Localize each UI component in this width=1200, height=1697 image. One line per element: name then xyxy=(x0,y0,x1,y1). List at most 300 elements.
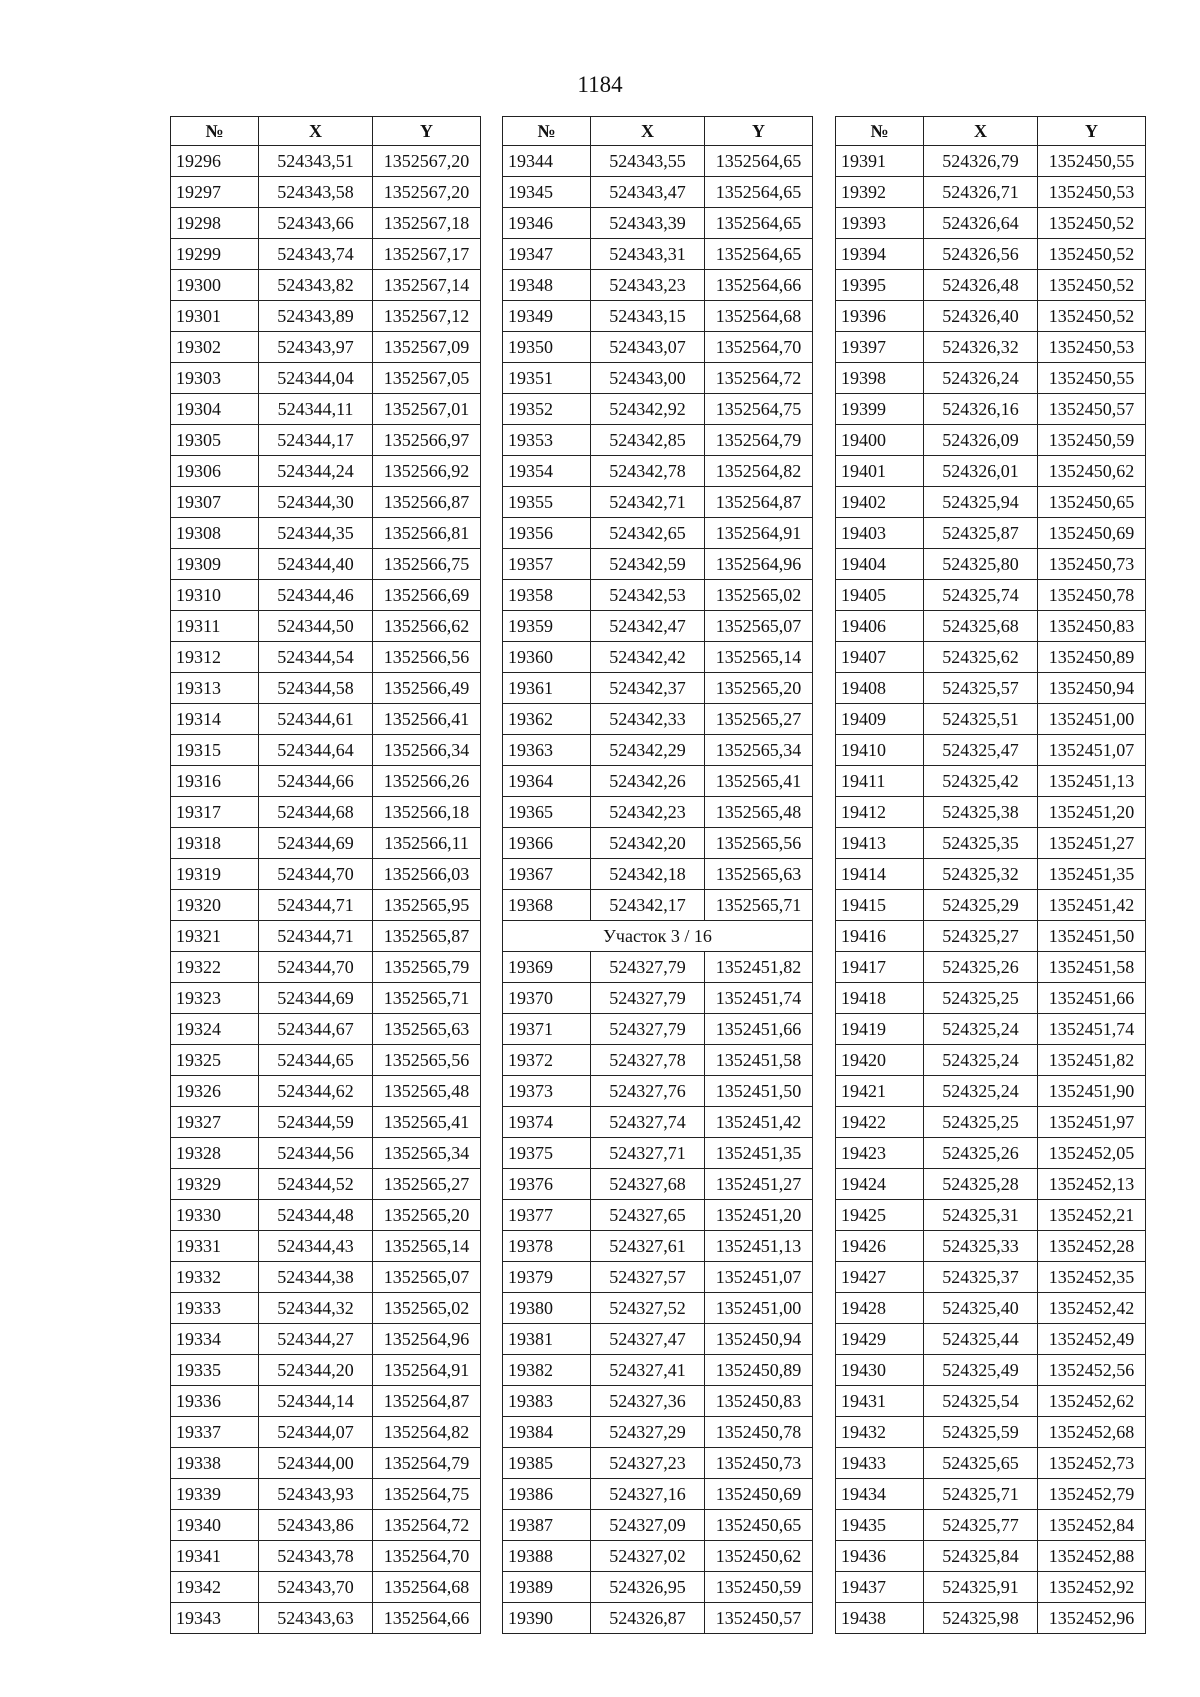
cell-y: 1352452,35 xyxy=(1038,1262,1146,1293)
cell-y: 1352451,50 xyxy=(705,1076,813,1107)
cell-x: 524342,78 xyxy=(591,456,705,487)
coordinate-table-1 xyxy=(170,116,481,1634)
cell-x: 524326,87 xyxy=(591,1603,705,1634)
cell-point-number: 19378 xyxy=(503,1231,591,1262)
cell-x: 524327,65 xyxy=(591,1200,705,1231)
cell-point-number: 19342 xyxy=(171,1572,259,1603)
cell-x: 524325,24 xyxy=(924,1045,1038,1076)
table-row xyxy=(171,239,481,270)
cell-x: 524327,23 xyxy=(591,1448,705,1479)
cell-x: 524326,95 xyxy=(591,1572,705,1603)
cell-x: 524326,01 xyxy=(924,456,1038,487)
cell-y: 1352565,14 xyxy=(705,642,813,673)
cell-point-number: 19426 xyxy=(836,1231,924,1262)
cell-x: 524325,59 xyxy=(924,1417,1038,1448)
cell-y: 1352565,07 xyxy=(373,1262,481,1293)
cell-y: 1352565,14 xyxy=(373,1231,481,1262)
table-row xyxy=(836,1386,1146,1417)
cell-x: 524344,67 xyxy=(259,1014,373,1045)
cell-y: 1352450,94 xyxy=(705,1324,813,1355)
table-row xyxy=(503,611,813,642)
cell-y: 1352566,41 xyxy=(373,704,481,735)
cell-x: 524326,09 xyxy=(924,425,1038,456)
table-row xyxy=(503,983,813,1014)
cell-x: 524342,20 xyxy=(591,828,705,859)
table-row xyxy=(171,1045,481,1076)
cell-y: 1352566,75 xyxy=(373,549,481,580)
cell-point-number: 19418 xyxy=(836,983,924,1014)
table-row xyxy=(503,1541,813,1572)
cell-x: 524343,97 xyxy=(259,332,373,363)
cell-point-number: 19382 xyxy=(503,1355,591,1386)
cell-y: 1352452,79 xyxy=(1038,1479,1146,1510)
header-y: Y xyxy=(705,117,813,146)
cell-x: 524344,54 xyxy=(259,642,373,673)
cell-y: 1352451,66 xyxy=(1038,983,1146,1014)
cell-y: 1352451,00 xyxy=(1038,704,1146,735)
table-row xyxy=(171,952,481,983)
cell-x: 524327,68 xyxy=(591,1169,705,1200)
cell-x: 524344,38 xyxy=(259,1262,373,1293)
table-row xyxy=(171,642,481,673)
table-row xyxy=(836,828,1146,859)
table-row xyxy=(503,1200,813,1231)
cell-point-number: 19349 xyxy=(503,301,591,332)
table-row xyxy=(171,363,481,394)
table-row xyxy=(171,1200,481,1231)
table-row xyxy=(503,456,813,487)
table-row xyxy=(171,270,481,301)
table-row xyxy=(836,1231,1146,1262)
cell-y: 1352452,13 xyxy=(1038,1169,1146,1200)
cell-x: 524344,48 xyxy=(259,1200,373,1231)
cell-y: 1352452,73 xyxy=(1038,1448,1146,1479)
cell-point-number: 19331 xyxy=(171,1231,259,1262)
cell-point-number: 19353 xyxy=(503,425,591,456)
cell-y: 1352567,17 xyxy=(373,239,481,270)
cell-y: 1352452,42 xyxy=(1038,1293,1146,1324)
header-y: Y xyxy=(1038,117,1146,146)
cell-point-number: 19424 xyxy=(836,1169,924,1200)
cell-y: 1352451,27 xyxy=(1038,828,1146,859)
cell-x: 524342,47 xyxy=(591,611,705,642)
cell-point-number: 19399 xyxy=(836,394,924,425)
table-row xyxy=(171,1138,481,1169)
cell-y: 1352566,26 xyxy=(373,766,481,797)
cell-x: 524343,89 xyxy=(259,301,373,332)
cell-x: 524327,09 xyxy=(591,1510,705,1541)
table-row xyxy=(171,1510,481,1541)
table-row xyxy=(836,425,1146,456)
header-y: Y xyxy=(373,117,481,146)
cell-y: 1352565,48 xyxy=(373,1076,481,1107)
table-row xyxy=(171,332,481,363)
table-row xyxy=(503,704,813,735)
table-row xyxy=(171,1448,481,1479)
cell-y: 1352451,42 xyxy=(705,1107,813,1138)
cell-x: 524344,61 xyxy=(259,704,373,735)
cell-y: 1352451,74 xyxy=(705,983,813,1014)
header-x: X xyxy=(591,117,705,146)
cell-x: 524342,26 xyxy=(591,766,705,797)
cell-point-number: 19308 xyxy=(171,518,259,549)
cell-point-number: 19377 xyxy=(503,1200,591,1231)
cell-point-number: 19318 xyxy=(171,828,259,859)
cell-x: 524327,79 xyxy=(591,1014,705,1045)
cell-y: 1352451,90 xyxy=(1038,1076,1146,1107)
table-row xyxy=(836,1355,1146,1386)
table-row xyxy=(171,890,481,921)
table-row xyxy=(503,1107,813,1138)
cell-y: 1352567,14 xyxy=(373,270,481,301)
table-row xyxy=(171,1262,481,1293)
table-row xyxy=(171,1417,481,1448)
cell-point-number: 19337 xyxy=(171,1417,259,1448)
cell-point-number: 19366 xyxy=(503,828,591,859)
cell-x: 524344,40 xyxy=(259,549,373,580)
cell-point-number: 19411 xyxy=(836,766,924,797)
cell-point-number: 19346 xyxy=(503,208,591,239)
cell-x: 524342,29 xyxy=(591,735,705,766)
cell-y: 1352567,20 xyxy=(373,177,481,208)
cell-x: 524343,31 xyxy=(591,239,705,270)
cell-x: 524344,70 xyxy=(259,859,373,890)
cell-y: 1352564,66 xyxy=(373,1603,481,1634)
cell-y: 1352564,72 xyxy=(373,1510,481,1541)
cell-y: 1352564,91 xyxy=(373,1355,481,1386)
cell-y: 1352450,69 xyxy=(705,1479,813,1510)
cell-point-number: 19408 xyxy=(836,673,924,704)
cell-y: 1352450,52 xyxy=(1038,208,1146,239)
cell-point-number: 19432 xyxy=(836,1417,924,1448)
cell-point-number: 19348 xyxy=(503,270,591,301)
table-row xyxy=(171,735,481,766)
cell-x: 524325,27 xyxy=(924,921,1038,952)
cell-x: 524326,71 xyxy=(924,177,1038,208)
table-row xyxy=(171,425,481,456)
table-row xyxy=(836,1107,1146,1138)
cell-x: 524325,32 xyxy=(924,859,1038,890)
table-row xyxy=(836,890,1146,921)
cell-y: 1352564,75 xyxy=(705,394,813,425)
cell-point-number: 19311 xyxy=(171,611,259,642)
coordinate-table-2 xyxy=(502,116,813,1634)
table-row xyxy=(836,332,1146,363)
cell-y: 1352452,28 xyxy=(1038,1231,1146,1262)
cell-x: 524327,02 xyxy=(591,1541,705,1572)
cell-point-number: 19370 xyxy=(503,983,591,1014)
table-row xyxy=(836,1603,1146,1634)
cell-x: 524343,39 xyxy=(591,208,705,239)
cell-y: 1352564,66 xyxy=(705,270,813,301)
cell-x: 524343,00 xyxy=(591,363,705,394)
table-row xyxy=(503,363,813,394)
cell-x: 524343,63 xyxy=(259,1603,373,1634)
cell-point-number: 19338 xyxy=(171,1448,259,1479)
cell-x: 524327,79 xyxy=(591,983,705,1014)
cell-x: 524325,26 xyxy=(924,952,1038,983)
table-row xyxy=(836,301,1146,332)
cell-y: 1352566,56 xyxy=(373,642,481,673)
cell-y: 1352564,91 xyxy=(705,518,813,549)
cell-x: 524344,64 xyxy=(259,735,373,766)
table-row xyxy=(836,1417,1146,1448)
cell-x: 524327,57 xyxy=(591,1262,705,1293)
cell-y: 1352564,87 xyxy=(705,487,813,518)
cell-x: 524344,35 xyxy=(259,518,373,549)
table-row xyxy=(836,177,1146,208)
table-row xyxy=(503,1355,813,1386)
cell-point-number: 19361 xyxy=(503,673,591,704)
cell-point-number: 19397 xyxy=(836,332,924,363)
table-row xyxy=(503,828,813,859)
table-row xyxy=(503,735,813,766)
table-row xyxy=(171,301,481,332)
cell-y: 1352450,59 xyxy=(705,1572,813,1603)
cell-x: 524325,65 xyxy=(924,1448,1038,1479)
cell-x: 524344,66 xyxy=(259,766,373,797)
table-row xyxy=(503,1479,813,1510)
coordinate-table-3 xyxy=(835,116,1146,1634)
table-row xyxy=(171,797,481,828)
cell-point-number: 19371 xyxy=(503,1014,591,1045)
table-row xyxy=(171,177,481,208)
table-row xyxy=(836,1169,1146,1200)
cell-point-number: 19315 xyxy=(171,735,259,766)
cell-x: 524343,07 xyxy=(591,332,705,363)
table-row xyxy=(171,1541,481,1572)
table-row xyxy=(171,704,481,735)
cell-y: 1352450,57 xyxy=(705,1603,813,1634)
cell-y: 1352452,05 xyxy=(1038,1138,1146,1169)
cell-point-number: 19407 xyxy=(836,642,924,673)
cell-x: 524327,78 xyxy=(591,1045,705,1076)
table-row xyxy=(171,1355,481,1386)
cell-x: 524325,26 xyxy=(924,1138,1038,1169)
cell-point-number: 19345 xyxy=(503,177,591,208)
table-row xyxy=(171,208,481,239)
cell-x: 524344,59 xyxy=(259,1107,373,1138)
cell-y: 1352452,68 xyxy=(1038,1417,1146,1448)
cell-x: 524344,69 xyxy=(259,828,373,859)
table-row xyxy=(503,890,813,921)
cell-x: 524342,53 xyxy=(591,580,705,611)
table-row xyxy=(503,1169,813,1200)
cell-point-number: 19402 xyxy=(836,487,924,518)
cell-x: 524326,24 xyxy=(924,363,1038,394)
cell-point-number: 19309 xyxy=(171,549,259,580)
cell-point-number: 19390 xyxy=(503,1603,591,1634)
cell-y: 1352565,87 xyxy=(373,921,481,952)
cell-point-number: 19415 xyxy=(836,890,924,921)
cell-y: 1352565,27 xyxy=(705,704,813,735)
cell-point-number: 19398 xyxy=(836,363,924,394)
cell-point-number: 19369 xyxy=(503,952,591,983)
table-row xyxy=(503,1014,813,1045)
cell-y: 1352565,07 xyxy=(705,611,813,642)
cell-x: 524343,93 xyxy=(259,1479,373,1510)
cell-x: 524343,47 xyxy=(591,177,705,208)
table-row xyxy=(836,208,1146,239)
cell-x: 524326,64 xyxy=(924,208,1038,239)
table-row xyxy=(171,921,481,952)
cell-y: 1352451,58 xyxy=(1038,952,1146,983)
cell-y: 1352452,56 xyxy=(1038,1355,1146,1386)
cell-y: 1352564,65 xyxy=(705,239,813,270)
cell-x: 524325,42 xyxy=(924,766,1038,797)
cell-x: 524326,56 xyxy=(924,239,1038,270)
cell-point-number: 19347 xyxy=(503,239,591,270)
table-row xyxy=(836,580,1146,611)
cell-point-number: 19307 xyxy=(171,487,259,518)
cell-y: 1352450,55 xyxy=(1038,146,1146,177)
cell-point-number: 19359 xyxy=(503,611,591,642)
cell-x: 524344,17 xyxy=(259,425,373,456)
cell-y: 1352450,73 xyxy=(705,1448,813,1479)
cell-y: 1352451,07 xyxy=(1038,735,1146,766)
cell-point-number: 19305 xyxy=(171,425,259,456)
cell-y: 1352565,71 xyxy=(373,983,481,1014)
cell-y: 1352450,65 xyxy=(1038,487,1146,518)
cell-point-number: 19301 xyxy=(171,301,259,332)
cell-y: 1352564,65 xyxy=(705,146,813,177)
table-row xyxy=(171,766,481,797)
cell-point-number: 19325 xyxy=(171,1045,259,1076)
cell-point-number: 19316 xyxy=(171,766,259,797)
cell-y: 1352452,92 xyxy=(1038,1572,1146,1603)
cell-x: 524343,23 xyxy=(591,270,705,301)
cell-x: 524344,70 xyxy=(259,952,373,983)
cell-point-number: 19310 xyxy=(171,580,259,611)
cell-y: 1352564,79 xyxy=(705,425,813,456)
cell-point-number: 19416 xyxy=(836,921,924,952)
table-row xyxy=(836,270,1146,301)
table-row xyxy=(836,1293,1146,1324)
cell-x: 524325,54 xyxy=(924,1386,1038,1417)
cell-x: 524325,33 xyxy=(924,1231,1038,1262)
cell-point-number: 19396 xyxy=(836,301,924,332)
cell-point-number: 19297 xyxy=(171,177,259,208)
table-row xyxy=(503,1417,813,1448)
cell-point-number: 19381 xyxy=(503,1324,591,1355)
cell-point-number: 19340 xyxy=(171,1510,259,1541)
cell-y: 1352450,62 xyxy=(1038,456,1146,487)
cell-x: 524325,25 xyxy=(924,1107,1038,1138)
table-row xyxy=(171,1603,481,1634)
table-row xyxy=(836,642,1146,673)
cell-point-number: 19434 xyxy=(836,1479,924,1510)
cell-point-number: 19375 xyxy=(503,1138,591,1169)
table-row xyxy=(836,1076,1146,1107)
cell-y: 1352565,20 xyxy=(705,673,813,704)
table-row xyxy=(836,1138,1146,1169)
cell-y: 1352450,53 xyxy=(1038,177,1146,208)
cell-point-number: 19391 xyxy=(836,146,924,177)
table-row xyxy=(503,766,813,797)
cell-x: 524325,49 xyxy=(924,1355,1038,1386)
cell-point-number: 19404 xyxy=(836,549,924,580)
cell-point-number: 19412 xyxy=(836,797,924,828)
table-row xyxy=(503,239,813,270)
cell-point-number: 19313 xyxy=(171,673,259,704)
cell-point-number: 19354 xyxy=(503,456,591,487)
cell-x: 524325,51 xyxy=(924,704,1038,735)
table-row xyxy=(836,673,1146,704)
cell-point-number: 19413 xyxy=(836,828,924,859)
cell-x: 524342,18 xyxy=(591,859,705,890)
cell-y: 1352450,65 xyxy=(705,1510,813,1541)
cell-point-number: 19322 xyxy=(171,952,259,983)
table-row xyxy=(503,797,813,828)
cell-point-number: 19364 xyxy=(503,766,591,797)
table-row xyxy=(836,921,1146,952)
cell-x: 524344,65 xyxy=(259,1045,373,1076)
cell-point-number: 19306 xyxy=(171,456,259,487)
table-row xyxy=(171,1479,481,1510)
table-row xyxy=(503,177,813,208)
cell-y: 1352452,49 xyxy=(1038,1324,1146,1355)
cell-y: 1352450,89 xyxy=(1038,642,1146,673)
table-row xyxy=(836,1014,1146,1045)
cell-x: 524325,47 xyxy=(924,735,1038,766)
cell-y: 1352566,81 xyxy=(373,518,481,549)
cell-y: 1352564,87 xyxy=(373,1386,481,1417)
cell-x: 524325,37 xyxy=(924,1262,1038,1293)
cell-point-number: 19435 xyxy=(836,1510,924,1541)
cell-x: 524343,86 xyxy=(259,1510,373,1541)
table-row xyxy=(171,456,481,487)
cell-point-number: 19409 xyxy=(836,704,924,735)
cell-x: 524325,91 xyxy=(924,1572,1038,1603)
table-row xyxy=(836,394,1146,425)
cell-point-number: 19437 xyxy=(836,1572,924,1603)
cell-point-number: 19320 xyxy=(171,890,259,921)
cell-x: 524325,44 xyxy=(924,1324,1038,1355)
cell-x: 524327,52 xyxy=(591,1293,705,1324)
cell-x: 524326,48 xyxy=(924,270,1038,301)
cell-x: 524325,74 xyxy=(924,580,1038,611)
header-x: X xyxy=(259,117,373,146)
table-row xyxy=(503,270,813,301)
table-row xyxy=(503,208,813,239)
cell-x: 524344,58 xyxy=(259,673,373,704)
cell-y: 1352567,09 xyxy=(373,332,481,363)
cell-y: 1352564,70 xyxy=(373,1541,481,1572)
cell-point-number: 19327 xyxy=(171,1107,259,1138)
table-row xyxy=(836,983,1146,1014)
cell-x: 524325,40 xyxy=(924,1293,1038,1324)
cell-y: 1352452,84 xyxy=(1038,1510,1146,1541)
cell-point-number: 19395 xyxy=(836,270,924,301)
cell-x: 524344,14 xyxy=(259,1386,373,1417)
cell-point-number: 19421 xyxy=(836,1076,924,1107)
cell-point-number: 19329 xyxy=(171,1169,259,1200)
table-row xyxy=(836,766,1146,797)
cell-point-number: 19317 xyxy=(171,797,259,828)
cell-y: 1352450,52 xyxy=(1038,270,1146,301)
table-row xyxy=(503,1386,813,1417)
cell-point-number: 19356 xyxy=(503,518,591,549)
cell-y: 1352565,34 xyxy=(373,1138,481,1169)
cell-x: 524344,46 xyxy=(259,580,373,611)
cell-point-number: 19376 xyxy=(503,1169,591,1200)
table-row xyxy=(171,518,481,549)
cell-y: 1352452,96 xyxy=(1038,1603,1146,1634)
cell-point-number: 19296 xyxy=(171,146,259,177)
table-row xyxy=(503,1076,813,1107)
cell-point-number: 19373 xyxy=(503,1076,591,1107)
cell-point-number: 19379 xyxy=(503,1262,591,1293)
